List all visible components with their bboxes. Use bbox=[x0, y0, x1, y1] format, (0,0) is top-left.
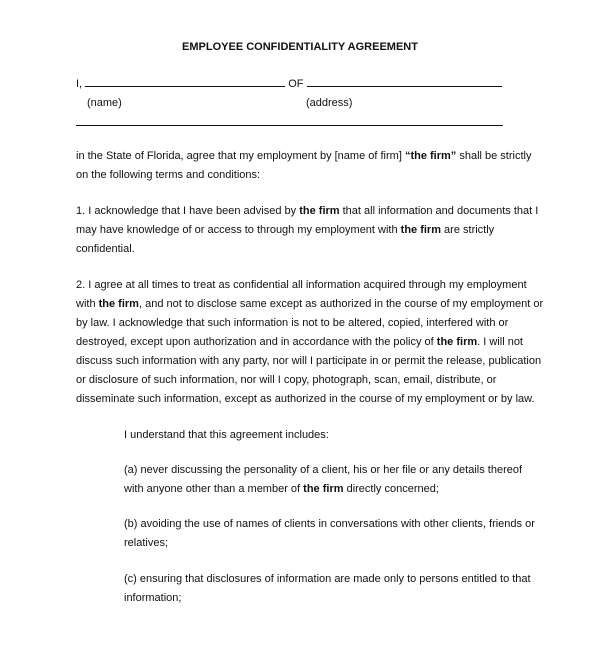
include-item-a: (a) never discussing the personality of a client, his or her file or any details thereof with anyone other than a member of the firm directly concerned; bbox=[124, 464, 523, 495]
include-item-b: (b) avoiding the use of names of clients in conversations with other clients, friends or relatives; bbox=[124, 518, 535, 549]
address-label: (address) bbox=[306, 97, 353, 109]
document-title: EMPLOYEE CONFIDENTIALITY AGREEMENT bbox=[182, 41, 418, 53]
address-blank[interactable] bbox=[307, 75, 502, 87]
firm-emphasis: the firm bbox=[400, 224, 441, 236]
includes-intro: I understand that this agreement includes: bbox=[124, 429, 329, 441]
i-prefix: I, bbox=[76, 78, 83, 90]
of-label: OF bbox=[288, 78, 304, 90]
address-continuation-line[interactable] bbox=[76, 125, 503, 126]
name-address-line bbox=[76, 75, 506, 94]
clause-2: 2. I agree at all times to treat as confidential all information acquired through my employment with the firm, and not to disclose same except as authorized in the course of my employment or by law. I acknowledge that such information is not to be altered, copied, interfered with or destroyed, except upon authorization and in accordance with the policy of the firm. I will not discuss such information with any party, nor will I participate in or permit the release, publication or disclosure of such information, nor will I copy, photograph, scan, email, distribute, or disseminate such information, except as authorized in the course of my employment or by law. bbox=[76, 279, 544, 405]
name-blank[interactable] bbox=[85, 75, 285, 87]
firm-emphasis: the firm bbox=[299, 205, 340, 217]
firm-emphasis: the firm bbox=[303, 483, 344, 495]
name-label: (name) bbox=[87, 97, 122, 109]
intro-paragraph: in the State of Florida, agree that my employment by [name of firm] “the firm” shall be strictly on the following terms and conditions: bbox=[76, 150, 532, 181]
include-item-c: (c) ensuring that disclosures of information are made only to persons entitled to that information; bbox=[124, 573, 531, 604]
firm-emphasis: the firm bbox=[436, 336, 478, 348]
firm-emphasis: the firm bbox=[98, 298, 139, 310]
clause-1: 1. I acknowledge that I have been advised by the firm that all information and documents that I may have knowledge of or access to through my employment with the firm are strictly confidential. bbox=[76, 205, 539, 255]
firm-emphasis: “the firm” bbox=[404, 150, 457, 162]
